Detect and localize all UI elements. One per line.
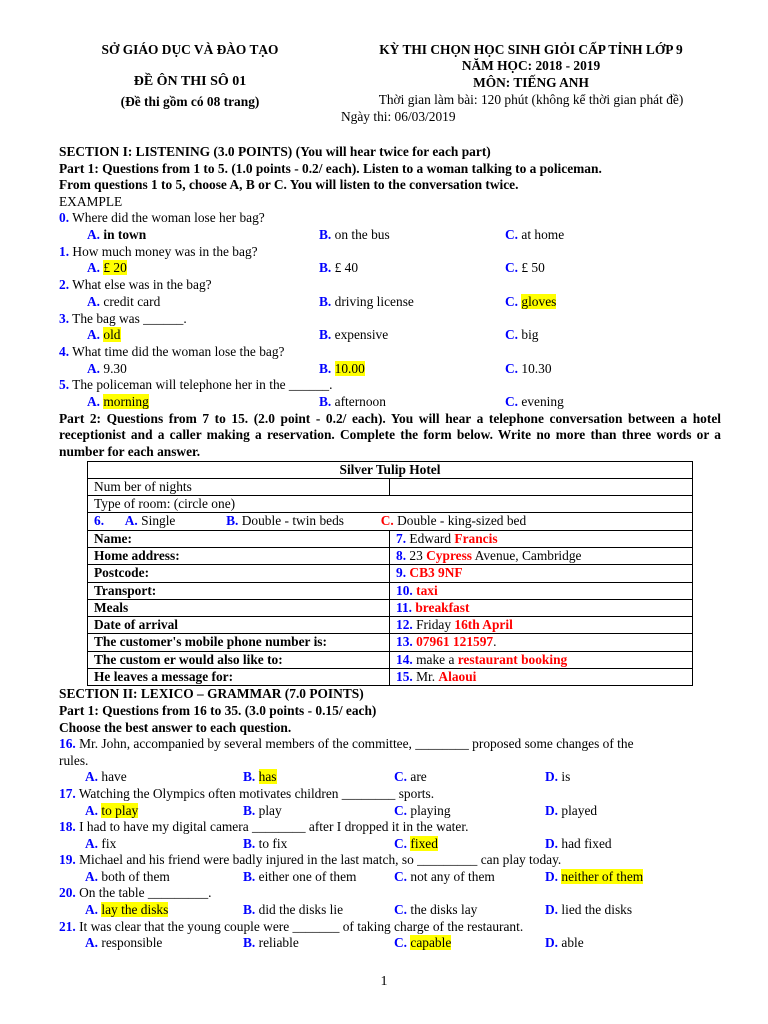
nights-label: Num ber of nights xyxy=(88,478,390,495)
question-19-options xyxy=(59,869,721,886)
question-17: 17. Watching the Olympics often motivates children ________ sports. xyxy=(59,785,435,801)
question-3-options xyxy=(59,327,721,344)
option-d[interactable]: D. neither of them xyxy=(545,868,644,884)
question-20: 20. On the table _________. xyxy=(59,885,212,901)
highlighted-answer: has xyxy=(258,769,277,785)
form-title: Silver Tulip Hotel xyxy=(88,461,693,478)
question-2-options xyxy=(59,294,721,311)
transport-label: Transport: xyxy=(88,582,390,599)
answer-9: 9. CB3 9NF xyxy=(390,565,693,582)
highlighted-answer: gloves xyxy=(521,293,557,309)
option-a[interactable]: A. credit card xyxy=(87,293,161,309)
question-16-options xyxy=(59,769,721,786)
option-d[interactable]: D. had fixed xyxy=(545,835,612,851)
document-title: ĐỀ ÔN THI SÔ 01 xyxy=(133,74,247,89)
part-1-instructions-2: From questions 1 to 5, choose A, B or C. You will listen to the conversation twice. xyxy=(59,177,519,193)
option-a[interactable]: A. £ 20 xyxy=(87,260,127,276)
exam-date: Ngày thi: 06/03/2019 xyxy=(341,109,456,124)
answer-13: 13. 07961 121597. xyxy=(390,634,693,651)
answer-14: 14. make a restaurant booking xyxy=(390,651,693,668)
question-1: 1. How much money was in the bag? xyxy=(59,243,258,259)
question-0: 0. Where did the woman lose her bag? xyxy=(59,210,265,226)
highlighted-answer: neither of them xyxy=(561,868,644,884)
question-19: 19. Michael and his friend were badly injured in the last match, so _________ can play today. xyxy=(59,852,562,868)
option-b[interactable]: B. on the bus xyxy=(319,226,390,242)
message-label: He leaves a message for: xyxy=(88,669,390,686)
option-d[interactable]: D. able xyxy=(545,935,584,951)
exam-page xyxy=(59,42,721,952)
question-5: 5. The policeman will telephone her in the ______. xyxy=(59,377,333,393)
option-a[interactable]: A. lay the disks xyxy=(85,902,169,918)
question-4-options xyxy=(59,361,721,378)
room-type-label: Type of room: (circle one) xyxy=(88,496,693,513)
option-b[interactable]: B. driving license xyxy=(319,293,414,309)
highlighted-answer: capable xyxy=(410,935,452,951)
option-a[interactable]: A. Single xyxy=(124,513,176,529)
option-b[interactable]: B. afternoon xyxy=(319,393,386,409)
question-18: 18. I had to have my digital camera ________ after I dropped it in the water. xyxy=(59,819,469,835)
exam-header xyxy=(59,42,721,130)
option-c[interactable]: C. £ 50 xyxy=(505,260,545,276)
highlighted-answer: £ 20 xyxy=(103,260,127,276)
option-c[interactable]: C. not any of them xyxy=(394,868,495,884)
department-name: SỞ GIÁO DỤC VÀ ĐÀO TẠO xyxy=(101,42,279,57)
arrival-date-label: Date of arrival xyxy=(88,617,390,634)
option-b[interactable]: B. Double - twin beds xyxy=(226,513,345,529)
option-b[interactable]: B. expensive xyxy=(319,327,389,343)
option-d[interactable]: D. played xyxy=(545,802,598,818)
time-allowed: Thời gian làm bài: 120 phút (không kể thời gian phát đề) xyxy=(378,92,684,107)
option-a[interactable]: A. 9.30 xyxy=(87,360,127,376)
answer-15: 15. Mr. Alaoui xyxy=(390,669,693,686)
request-label: The custom er would also like to: xyxy=(88,651,390,668)
option-b[interactable]: B. reliable xyxy=(243,935,299,951)
question-18-options xyxy=(59,836,721,853)
option-c[interactable]: C. the disks lay xyxy=(394,902,478,918)
page-count-note: (Đề thi gồm có 08 trang) xyxy=(120,94,260,109)
question-21-options xyxy=(59,935,721,952)
nights-answer[interactable] xyxy=(390,478,693,495)
highlighted-answer: morning xyxy=(103,393,149,409)
phone-label: The customer's mobile phone number is: xyxy=(88,634,390,651)
exam-name: KỲ THI CHỌN HỌC SINH GIỎI CẤP TỈNH LỚP 9 xyxy=(379,42,683,57)
option-b[interactable]: B. to fix xyxy=(243,835,288,851)
answer-11: 11. breakfast xyxy=(390,599,693,616)
option-b[interactable]: B. 10.00 xyxy=(319,360,365,376)
option-b[interactable]: B. £ 40 xyxy=(319,260,359,276)
option-c[interactable]: C. gloves xyxy=(505,293,557,309)
highlighted-answer: 10.00 xyxy=(334,360,365,376)
hotel-reservation-form xyxy=(87,461,693,687)
option-c[interactable]: C. fixed xyxy=(394,835,438,851)
example-label: EXAMPLE xyxy=(59,193,123,209)
name-label: Name: xyxy=(88,530,390,547)
answer-12: 12. Friday 16th April xyxy=(390,617,693,634)
option-a[interactable]: A. both of them xyxy=(85,868,170,884)
school-year: NĂM HỌC: 2018 - 2019 xyxy=(461,58,601,73)
section-1-title: SECTION I: LISTENING (3.0 POINTS) (You will hear twice for each part) xyxy=(59,144,491,159)
option-a[interactable]: A. morning xyxy=(87,393,149,409)
question-5-options xyxy=(59,394,721,411)
highlighted-answer: fixed xyxy=(410,835,438,851)
question-16: 16. Mr. John, accompanied by several members of the committee, ________ proposed some changes of the xyxy=(59,736,634,752)
option-c[interactable]: C. big xyxy=(505,327,539,343)
option-a[interactable]: A. old xyxy=(87,327,121,343)
meals-label: Meals xyxy=(88,599,390,616)
option-a[interactable]: A. responsible xyxy=(85,935,163,951)
option-c[interactable]: C. playing xyxy=(394,802,451,818)
page-number: 1 xyxy=(380,974,388,989)
option-b[interactable]: B. did the disks lie xyxy=(243,902,344,918)
subject-name: MÔN: TIẾNG ANH xyxy=(473,75,589,90)
option-c[interactable]: C. are xyxy=(394,769,427,785)
answer-10: 10. taxi xyxy=(390,582,693,599)
answer-8: 8. 23 Cypress Avenue, Cambridge xyxy=(390,547,693,564)
option-b[interactable]: B. either one of them xyxy=(243,868,357,884)
address-label: Home address: xyxy=(88,547,390,564)
option-c[interactable]: C. Double - king-sized bed xyxy=(380,513,527,529)
option-b[interactable]: B. play xyxy=(243,802,282,818)
question-16-cont: rules. xyxy=(59,752,89,768)
option-c[interactable]: C. capable xyxy=(394,935,452,951)
question-3: 3. The bag was ______. xyxy=(59,310,187,326)
option-a[interactable]: A. fix xyxy=(85,835,117,851)
question-6-options: 6. A. Single B. Double - twin beds C. Double - king-sized bed xyxy=(88,513,693,530)
part-2-instructions: Part 2: Questions from 7 to 15. (2.0 point - 0.2/ each). You will hear a telephone conversation between a hotel receptionist and a caller making a reservation. Complete the form below. Write no more than three words or a number for each answer. xyxy=(59,410,721,459)
option-a[interactable]: A. to play xyxy=(85,802,139,818)
option-a[interactable]: A. have xyxy=(85,769,127,785)
section-2-title: SECTION II: LEXICO – GRAMMAR (7.0 POINTS) xyxy=(59,686,364,702)
question-20-options xyxy=(59,902,721,919)
question-17-options xyxy=(59,803,721,820)
highlighted-answer: lay the disks xyxy=(101,902,169,918)
question-4: 4. What time did the woman lose the bag? xyxy=(59,343,285,359)
question-2: 2. What else was in the bag? xyxy=(59,277,212,293)
answer-7: 7. Edward Francis xyxy=(390,530,693,547)
postcode-label: Postcode: xyxy=(88,565,390,582)
question-0-options xyxy=(59,227,721,244)
section-2-part-1: Part 1: Questions from 16 to 35. (3.0 points - 0.15/ each) xyxy=(59,702,377,718)
part-1-instructions: Part 1: Questions from 1 to 5. (1.0 points - 0.2/ each). Listen to a woman talking to a policeman. xyxy=(59,160,602,176)
option-c[interactable]: C. at home xyxy=(505,226,565,242)
section-2-instructions: Choose the best answer to each question. xyxy=(59,719,292,735)
option-d[interactable]: D. lied the disks xyxy=(545,902,633,918)
question-21: 21. It was clear that the young couple were _______ of taking charge of the restaurant. xyxy=(59,918,524,934)
question-1-options xyxy=(59,260,721,277)
option-c[interactable]: C. evening xyxy=(505,393,564,409)
highlighted-answer: to play xyxy=(101,802,139,818)
highlighted-answer: old xyxy=(103,327,121,343)
option-b[interactable]: B. has xyxy=(243,769,277,785)
option-d[interactable]: D. is xyxy=(545,769,571,785)
option-a[interactable]: A. in town xyxy=(87,226,147,242)
option-c[interactable]: C. 10.30 xyxy=(505,360,552,376)
